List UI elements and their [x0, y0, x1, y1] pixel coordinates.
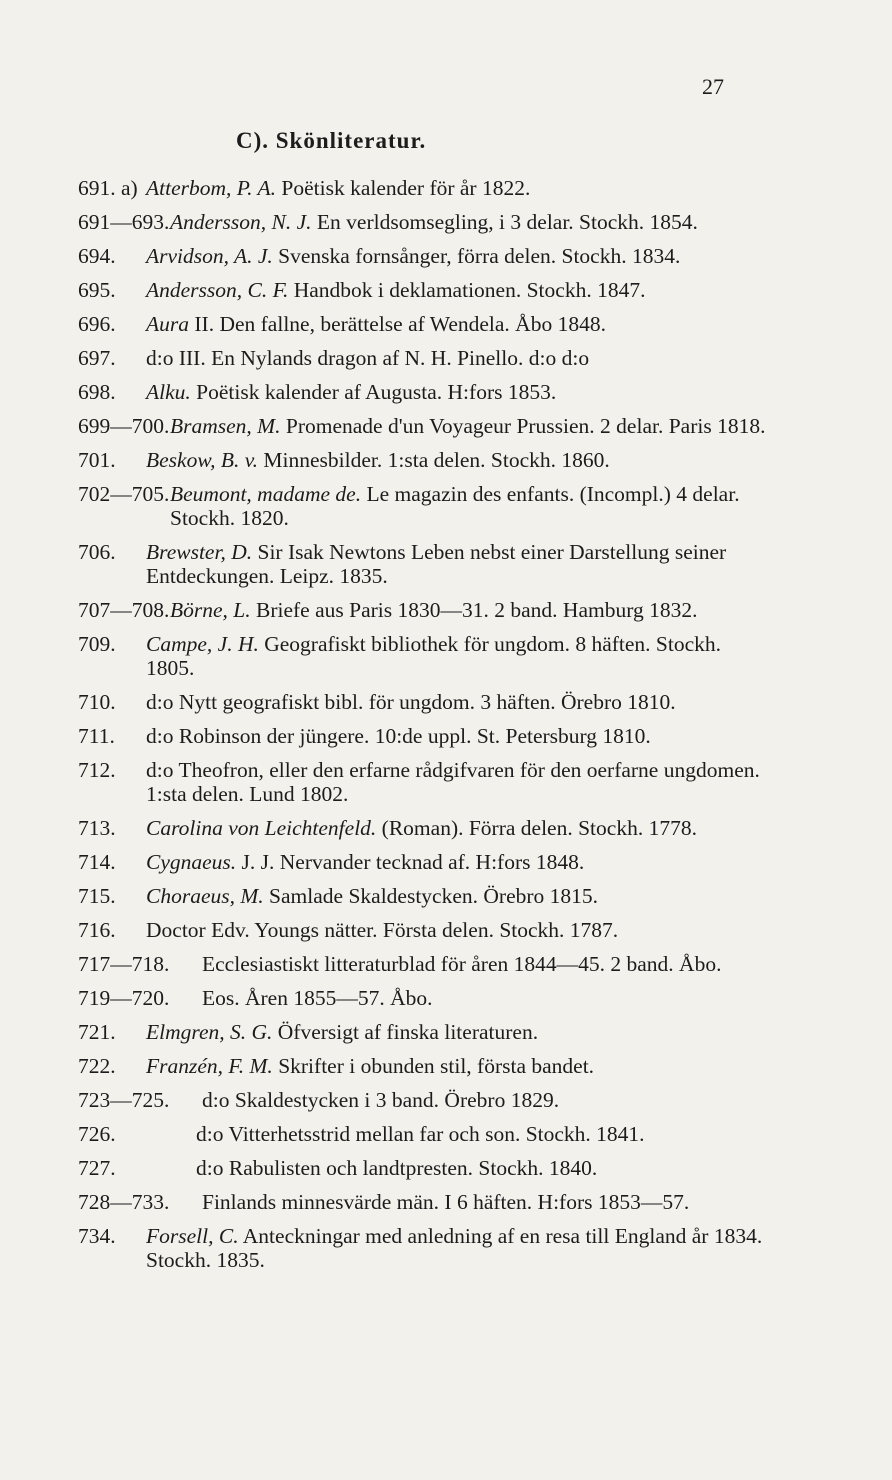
entry-author: Beumont, madame de. [170, 482, 362, 506]
entry-author: Franzén, F. M. [146, 1054, 273, 1078]
entry-text: Doctor Edv. Youngs nätter. Första delen. Stockh. 1787. [146, 918, 619, 942]
list-item [78, 850, 778, 874]
list-item [78, 884, 778, 908]
list-item [78, 448, 778, 472]
entry-author: Cygnaeus. [146, 850, 237, 874]
entry-number: 709. [78, 632, 116, 656]
entry-text: d:o Rabulisten och landtpresten. Stockh. 1840. [196, 1156, 598, 1180]
entry-text: d:o Nytt geografiskt bibl. för ungdom. 3 häften. Örebro 1810. [146, 690, 676, 714]
entry-number: 711. [78, 724, 115, 748]
entry-author: Forsell, C. [146, 1224, 239, 1248]
entry-number: 712. [78, 758, 116, 782]
entry-number: 734. [78, 1224, 116, 1248]
entry-text: Skrifter i obunden stil, första bandet. [278, 1054, 595, 1078]
entry-author: Aura [146, 312, 189, 336]
entry-text: d:o III. En Nylands dragon af N. H. Pinello. d:o d:o [146, 346, 590, 370]
entry-text: Le magazin des enfants. (Incompl.) 4 delar. Stockh. 1820. [170, 482, 740, 530]
list-item [78, 952, 778, 976]
list-item [78, 1224, 778, 1272]
entry-text: Handbok i deklamationen. Stockh. 1847. [293, 278, 646, 302]
list-item [78, 1020, 778, 1044]
list-item [78, 380, 778, 404]
list-item [78, 346, 778, 370]
list-item [78, 244, 778, 268]
entry-author: Bramsen, M. [170, 414, 281, 438]
entry-author: Atterbom, P. A. [146, 176, 276, 200]
list-item [78, 414, 778, 438]
entry-number: 701. [78, 448, 116, 472]
entry-number: 723—725. [78, 1088, 170, 1112]
entry-text: Eos. Åren 1855—57. Åbo. [202, 986, 433, 1010]
entry-text: En verldsomsegling, i 3 delar. Stockh. 1854. [316, 210, 698, 234]
page-number: 27 [702, 74, 724, 99]
entry-number: 715. [78, 884, 116, 908]
entry-number: 727. [78, 1156, 116, 1180]
entry-text: Briefe aus Paris 1830—31. 2 band. Hamburg 1832. [256, 598, 698, 622]
entry-author: Arvidson, A. J. [146, 244, 273, 268]
entry-text: (Roman). Förra delen. Stockh. 1778. [381, 816, 697, 840]
entry-text: Ecclesiastiskt litteraturblad för åren 1844—45. 2 band. Åbo. [202, 952, 722, 976]
entry-author: Andersson, N. J. [170, 210, 312, 234]
entry-author: Brewster, D. [146, 540, 253, 564]
entry-text: Anteckningar med anledning af en resa till England år 1834. Stockh. 1835. [146, 1224, 763, 1272]
list-item [78, 1088, 778, 1112]
list-item [78, 278, 778, 302]
entry-number: 714. [78, 850, 116, 874]
entry-text: Sir Isak Newtons Leben nebst einer Darstellung seiner Entdeckungen. Leipz. 1835. [146, 540, 727, 588]
list-item [78, 1156, 778, 1180]
list-item [78, 690, 778, 714]
list-item [78, 1054, 778, 1078]
entry-list [78, 176, 778, 1282]
entry-text: Poëtisk kalender för år 1822. [281, 176, 531, 200]
section-heading: C). Skönliteratur. [236, 128, 427, 153]
list-item [78, 540, 778, 588]
entry-number: 691. a) [78, 176, 138, 200]
entry-text: Minnesbilder. 1:sta delen. Stockh. 1860. [263, 448, 610, 472]
list-item [78, 210, 778, 234]
entry-text: d:o Theofron, eller den erfarne rådgifvaren för den oerfarne ungdomen. 1:sta delen. Lund 1802. [146, 758, 760, 806]
entry-author: Carolina von Leichtenfeld. [146, 816, 377, 840]
entry-author: Beskow, B. v. [146, 448, 259, 472]
list-item [78, 632, 778, 680]
list-item [78, 482, 778, 530]
entry-number: 707—708. [78, 598, 170, 622]
entry-text: II. Den fallne, berättelse af Wendela. Åbo 1848. [194, 312, 606, 336]
entry-number: 696. [78, 312, 116, 336]
entry-number: 710. [78, 690, 116, 714]
entry-text: Poëtisk kalender af Augusta. H:fors 1853. [196, 380, 557, 404]
entry-number: 719—720. [78, 986, 170, 1010]
entry-text: Samlade Skaldestycken. Örebro 1815. [269, 884, 599, 908]
entry-text: Geografiskt bibliothek för ungdom. 8 häften. Stockh. 1805. [146, 632, 722, 680]
entry-author: Campe, J. H. [146, 632, 259, 656]
entry-number: 716. [78, 918, 116, 942]
entry-number: 691—693. [78, 210, 170, 234]
list-item [78, 598, 778, 622]
entry-text: d:o Vitterhetsstrid mellan far och son. Stockh. 1841. [196, 1122, 645, 1146]
entry-text: Promenade d'un Voyageur Prussien. 2 delar. Paris 1818. [285, 414, 766, 438]
entry-number: 698. [78, 380, 116, 404]
entry-text: d:o Robinson der jüngere. 10:de uppl. St. Petersburg 1810. [146, 724, 651, 748]
entry-author: Elmgren, S. G. [146, 1020, 273, 1044]
entry-number: 728—733. [78, 1190, 170, 1214]
entry-author: Alku. [146, 380, 191, 404]
list-item [78, 176, 778, 200]
entry-text: d:o Skaldestycken i 3 band. Örebro 1829. [202, 1088, 560, 1112]
entry-number: 722. [78, 1054, 116, 1078]
entry-number: 717—718. [78, 952, 170, 976]
list-item [78, 1122, 778, 1146]
list-item [78, 986, 778, 1010]
entry-number: 694. [78, 244, 116, 268]
list-item [78, 312, 778, 336]
entry-author: Andersson, C. F. [146, 278, 289, 302]
entry-text: Finlands minnesvärde män. I 6 häften. H:fors 1853—57. [202, 1190, 690, 1214]
entry-number: 713. [78, 816, 116, 840]
entry-number: 721. [78, 1020, 116, 1044]
list-item [78, 816, 778, 840]
list-item [78, 918, 778, 942]
entry-number: 699—700. [78, 414, 170, 438]
entry-number: 706. [78, 540, 116, 564]
list-item [78, 724, 778, 748]
list-item [78, 1190, 778, 1214]
entry-number: 702—705. [78, 482, 170, 506]
entry-text: Svenska fornsånger, förra delen. Stockh. 1834. [278, 244, 681, 268]
entry-number: 726. [78, 1122, 116, 1146]
entry-author: Börne, L. [170, 598, 251, 622]
entry-text: J. J. Nervander tecknad af. H:fors 1848. [241, 850, 585, 874]
entry-number: 695. [78, 278, 116, 302]
entry-number: 697. [78, 346, 116, 370]
entry-author: Choraeus, M. [146, 884, 264, 908]
list-item [78, 758, 778, 806]
entry-text: Öfversigt af finska literaturen. [277, 1020, 539, 1044]
